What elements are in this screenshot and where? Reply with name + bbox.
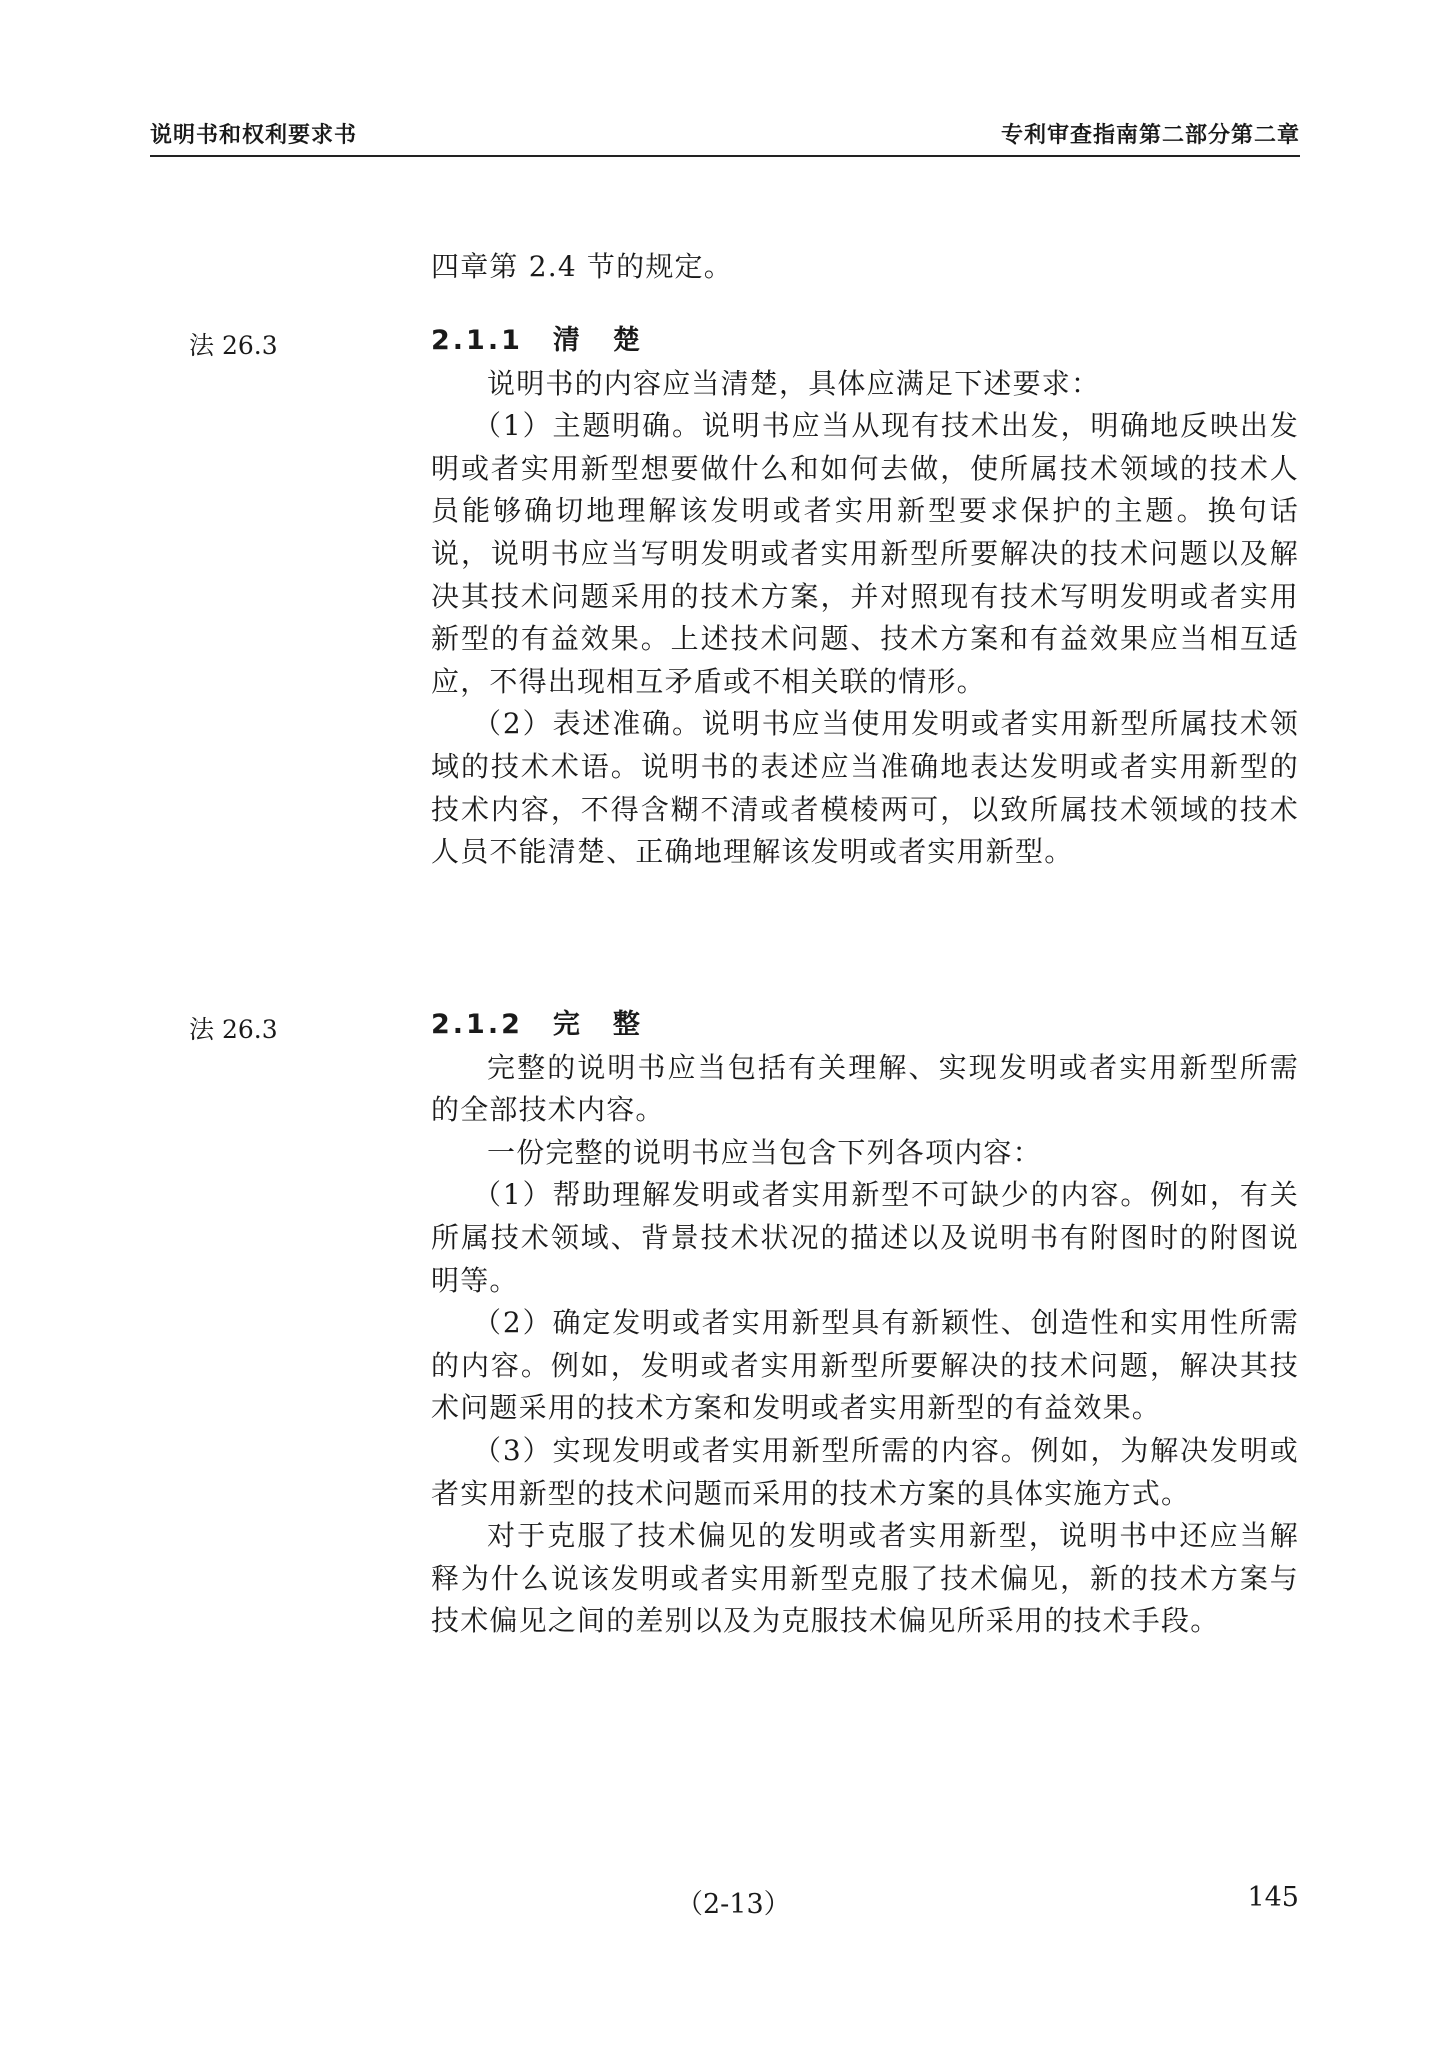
law-reference: 法 26.3 <box>189 331 278 360</box>
paragraph: 四章第 2.4 节的规定。 <box>431 250 733 283</box>
section-clarity <box>431 320 1299 874</box>
paragraph: （1）帮助理解发明或者实用新型不可缺少的内容。例如，有关所属技术领域、背景技术状况的描述以及说明书有附图时的附图说明等。 <box>431 1178 1299 1297</box>
paragraph: 完整的说明书应当包括有关理解、实现发明或者实用新型所需的全部技术内容。 <box>431 1050 1299 1127</box>
paragraph: （1）主题明确。说明书应当从现有技术出发，明确地反映出发明或者实用新型想要做什么和如何去做，使所属技术领域的技术人员能够确切地理解该发明或者实用新型要求保护的主题。换句话说，说明书应当写明发明或者实用新型所要解决的技术问题以及解决其技术问题采用的技术方案，并对照现有技术写明发明或者实用新型的有益效果。上述技术问题、技术方案和有益效果应当相互适应，不得出现相互矛盾或不相关联的情形。 <box>431 409 1299 698</box>
paragraph: （3）实现发明或者实用新型所需的内容。例如，为解决发明或者实用新型的技术问题而采用的技术方案的具体实施方式。 <box>431 1433 1299 1510</box>
paragraph: （2）表述准确。说明书应当使用发明或者实用新型所属技术领域的技术术语。说明书的表述应当准确地表达发明或者实用新型的技术内容，不得含糊不清或者模棱两可，以致所属技术领域的技术人员不能清楚、正确地理解该发明或者实用新型。 <box>431 707 1299 869</box>
paragraph: 说明书的内容应当清楚，具体应满足下述要求： <box>487 366 1101 400</box>
section-heading: 2.1.1 清 楚 <box>431 325 643 356</box>
header-book-title: 说明书和权利要求书 <box>150 122 358 148</box>
footer-chapter-page: （2-13） <box>676 1889 791 1920</box>
header-rule <box>150 155 1300 157</box>
page-number: 145 <box>1247 1882 1299 1913</box>
paragraph: 一份完整的说明书应当包含下列各项内容： <box>487 1135 1042 1169</box>
paragraph: （2）确定发明或者实用新型具有新颖性、创造性和实用性所需的内容。例如，发明或者实用新型所要解决的技术问题，解决其技术问题采用的技术方案和发明或者实用新型的有益效果。 <box>431 1306 1299 1425</box>
law-reference: 法 26.3 <box>189 1015 278 1044</box>
section-completeness <box>431 1004 1299 1643</box>
running-header <box>150 118 1300 158</box>
paragraph: 对于克服了技术偏见的发明或者实用新型，说明书中还应当解释为什么说该发明或者实用新型克服了技术偏见，新的技术方案与技术偏见之间的差别以及为克服技术偏见所采用的技术手段。 <box>431 1519 1299 1638</box>
continuation-text <box>431 246 1299 289</box>
header-chapter-title: 专利审查指南第二部分第二章 <box>1000 122 1300 148</box>
section-heading: 2.1.2 完 整 <box>431 1009 643 1040</box>
